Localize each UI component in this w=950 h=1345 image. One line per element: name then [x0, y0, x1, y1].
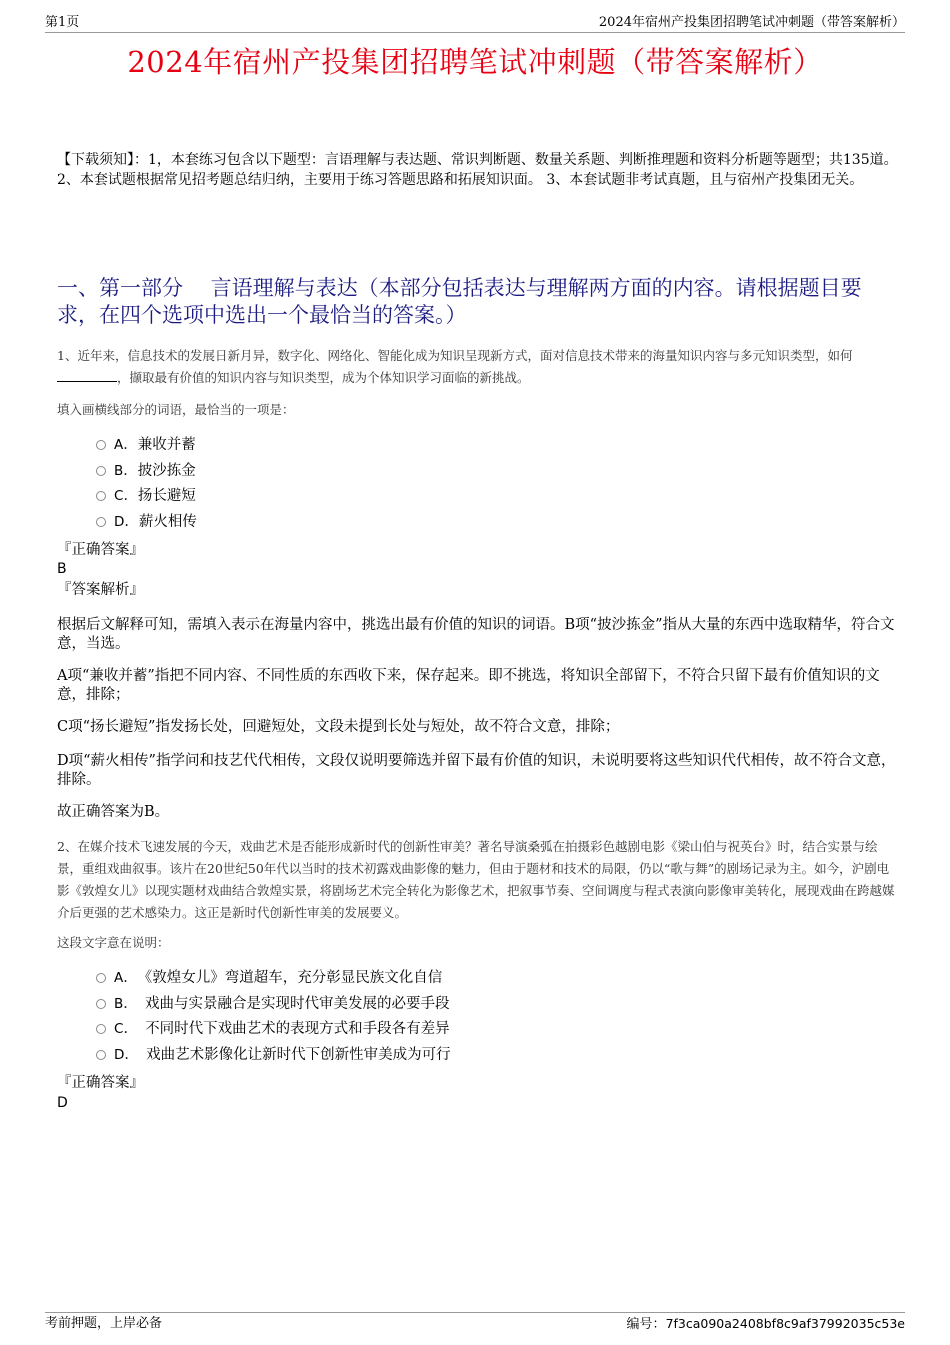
page-header	[45, 14, 905, 33]
analysis-paragraph: A项“兼收并蓄”指把不同内容、不同性质的东西收下来，保存起来。即不挑选，将知识全部留下，不符合只留下最有价值知识的文意，排除；	[57, 668, 880, 703]
option-a[interactable]	[96, 433, 197, 459]
answer-label: 『正确答案』	[57, 1075, 144, 1091]
question-1-options	[96, 433, 197, 535]
document-title: 2024年宿州产投集团招聘笔试冲刺题（带答案解析）	[127, 45, 823, 79]
radio-icon[interactable]	[96, 1050, 106, 1060]
page-footer	[45, 1312, 905, 1335]
answer-value: B	[57, 561, 67, 577]
analysis-paragraph: D项“薪火相传”指学问和技艺代代相传，文段仅说明要筛选并留下最有价值的知识，未说明要将这些知识代代相传，故不符合文意，排除。	[57, 753, 896, 788]
question-1-text-before: 1、近年来，信息技术的发展日新月异，数字化、网络化、智能化成为知识呈现新方式，面对信息技术带来的海量知识内容与多元知识类型，如何	[57, 348, 853, 363]
option-a[interactable]	[96, 966, 451, 992]
option-text: ．扬长避短	[123, 488, 196, 504]
option-key: D	[114, 513, 125, 530]
radio-icon[interactable]	[96, 491, 106, 501]
option-text: ．披沙拣金	[123, 462, 196, 479]
option-key: D	[114, 1046, 125, 1063]
option-key: C	[114, 1021, 124, 1037]
analysis-conclusion: 故正确答案为B。	[57, 804, 170, 820]
analysis-paragraph: 根据后文解释可知，需填入表示在海量内容中，挑选出最有价值的知识的词语。B项“披沙拣金”指从大量的东西中选取精华，符合文意，当选。	[57, 617, 895, 652]
analysis-paragraph: C项“扬长避短”指发扬长处，回避短处，文段未提到长处与短处，故不符合文意，排除；	[57, 719, 620, 735]
option-text: ． 戏曲艺术影像化让新时代下创新性审美成为可行	[124, 1046, 451, 1063]
question-1-prompt: 填入画横线部分的词语，最恰当的一项是：	[57, 402, 295, 417]
fill-blank	[57, 367, 117, 382]
question-2-options	[96, 966, 451, 1068]
option-text: ．薪火相传	[124, 513, 197, 530]
option-text: ． 《敦煌女儿》弯道超车，充分彰显民族文化自信	[123, 970, 443, 986]
option-key: C	[114, 488, 124, 504]
option-b[interactable]	[96, 992, 451, 1018]
footer-code-label: 编号：	[626, 1317, 666, 1332]
option-d[interactable]	[96, 510, 197, 536]
option-b[interactable]	[96, 459, 197, 485]
analysis-label: 『答案解析』	[57, 582, 144, 598]
option-key: A	[114, 970, 124, 986]
option-key: B	[114, 995, 124, 1012]
download-notice: 【下载须知】：1，本套练习包含以下题型：言语理解与表达题、常识判断题、数量关系题、判断推理题和资料分析题等题型；共135道。 2、本套试题根据常见招考题总结归纳，主要用于练习答题思路和拓展知识面。 3、本套试题非考试真题，且与宿州产投集团无关。	[57, 152, 898, 188]
section-heading: 一、第一部分 言语理解与表达（本部分包括表达与理解两方面的内容。请根据题目要求，在四个选项中选出一个最恰当的答案。）	[57, 276, 862, 327]
question-2-prompt: 这段文字意在说明：	[57, 935, 170, 950]
answer-value: D	[57, 1095, 68, 1111]
radio-icon[interactable]	[96, 466, 106, 476]
radio-icon[interactable]	[96, 973, 106, 983]
footer-code-value: 7f3ca090a2408bf8c9af37992035c53e	[665, 1316, 905, 1331]
radio-icon[interactable]	[96, 999, 106, 1009]
option-text: ．兼收并蓄	[123, 437, 196, 453]
option-d[interactable]	[96, 1043, 451, 1069]
option-c[interactable]	[96, 1017, 451, 1043]
question-1-text-after: ，撷取最有价值的知识内容与知识类型，成为个体知识学习面临的新挑战。	[117, 370, 530, 385]
answer-label: 『正确答案』	[57, 542, 144, 558]
radio-icon[interactable]	[96, 1024, 106, 1034]
page-number: 第1页	[45, 15, 80, 30]
option-key: B	[114, 462, 124, 479]
footer-code	[627, 1313, 905, 1336]
radio-icon[interactable]	[96, 517, 106, 527]
question-1-text	[57, 345, 897, 389]
radio-icon[interactable]	[96, 440, 106, 450]
option-text: ． 戏曲与实景融合是实现时代审美发展的必要手段	[123, 995, 450, 1012]
header-doc-title: 2024年宿州产投集团招聘笔试冲刺题（带答案解析）	[598, 15, 905, 30]
question-2-text: 2、在媒介技术飞速发展的今天，戏曲艺术是否能形成新时代的创新性审美？著名导演桑弧在拍摄彩色越剧电影《梁山伯与祝英台》时，结合实景与绘景，重组戏曲叙事。该片在20世纪50年代以当时的技术初露戏曲影像的魅力，但由于题材和技术的局限，仍以“歌与舞”的剧场记录为主。如今，沪剧电影《敦煌女儿》以现实题材戏曲结合敦煌实景，将剧场艺术完全转化为影像艺术，把叙事节奏、空间调度与程式表演向影像审美转化，展现戏曲在跨越媒介后更强的艺术感染力。这正是新时代创新性审美的发展要义。	[57, 839, 895, 920]
option-c[interactable]	[96, 484, 197, 510]
option-text: ． 不同时代下戏曲艺术的表现方式和手段各有差异	[123, 1021, 450, 1037]
footer-slogan: 考前押题，上岸必备	[45, 1316, 163, 1331]
option-key: A	[114, 437, 124, 453]
